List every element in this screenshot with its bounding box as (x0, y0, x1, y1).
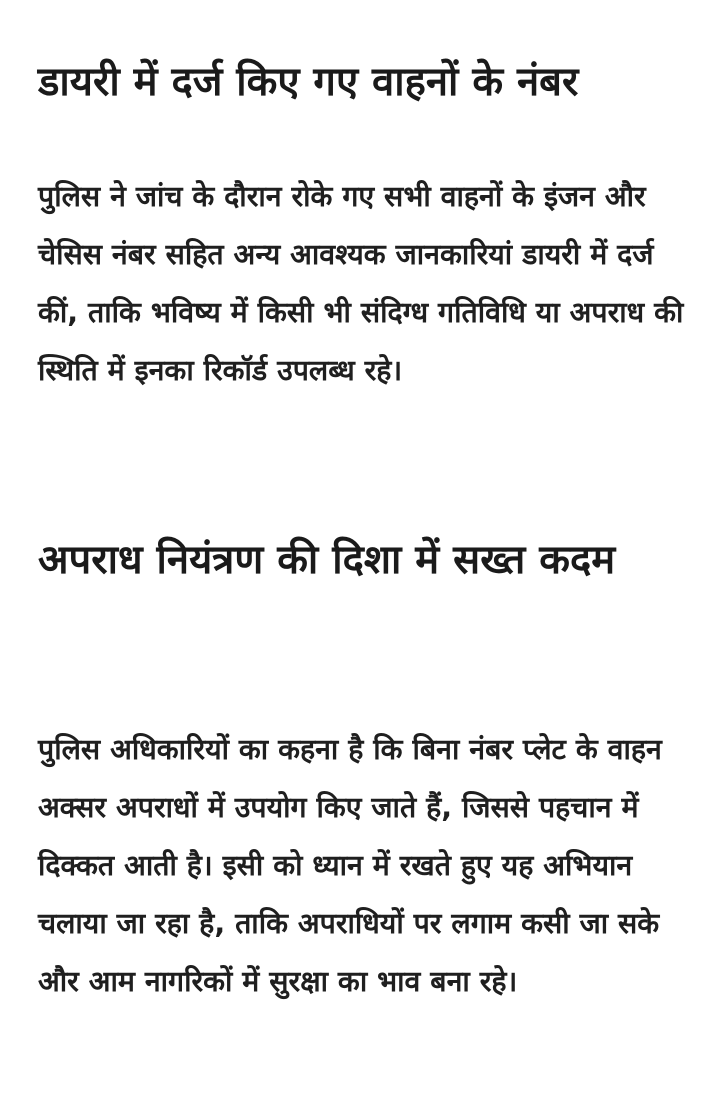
section-paragraph-crime-control: पुलिस अधिकारियों का कहना है कि बिना नंबर प्लेट के वाहन अक्सर अपराधों में उपयोग किए जाते हैं, जिससे पहचान में दिक्कत आती है। इसी को ध्यान में रखते हुए यह अभियान चलाया जा रहा है, ताकि अपराधियों पर लगाम कसी जा सके और आम नागरिकों में सुरक्षा का भाव बना रहे। (38, 733, 662, 998)
section-heading-vehicle-numbers: डायरी में दर्ज किए गए वाहनों के नंबर (38, 59, 579, 105)
section-heading-crime-control: अपराध नियंत्रण की दिशा में सख्त कदम (38, 537, 616, 583)
section-paragraph-vehicle-numbers: पुलिस ने जांच के दौरान रोके गए सभी वाहनों के इंजन और चेसिस नंबर सहित अन्य आवश्यक जानकारियां डायरी में दर्ज कीं, ताकि भविष्य में किसी भी संदिग्ध गतिविधि या अपराध की स्थिति में इनका रिकॉर्ड उपलब्ध रहे। (38, 180, 684, 387)
